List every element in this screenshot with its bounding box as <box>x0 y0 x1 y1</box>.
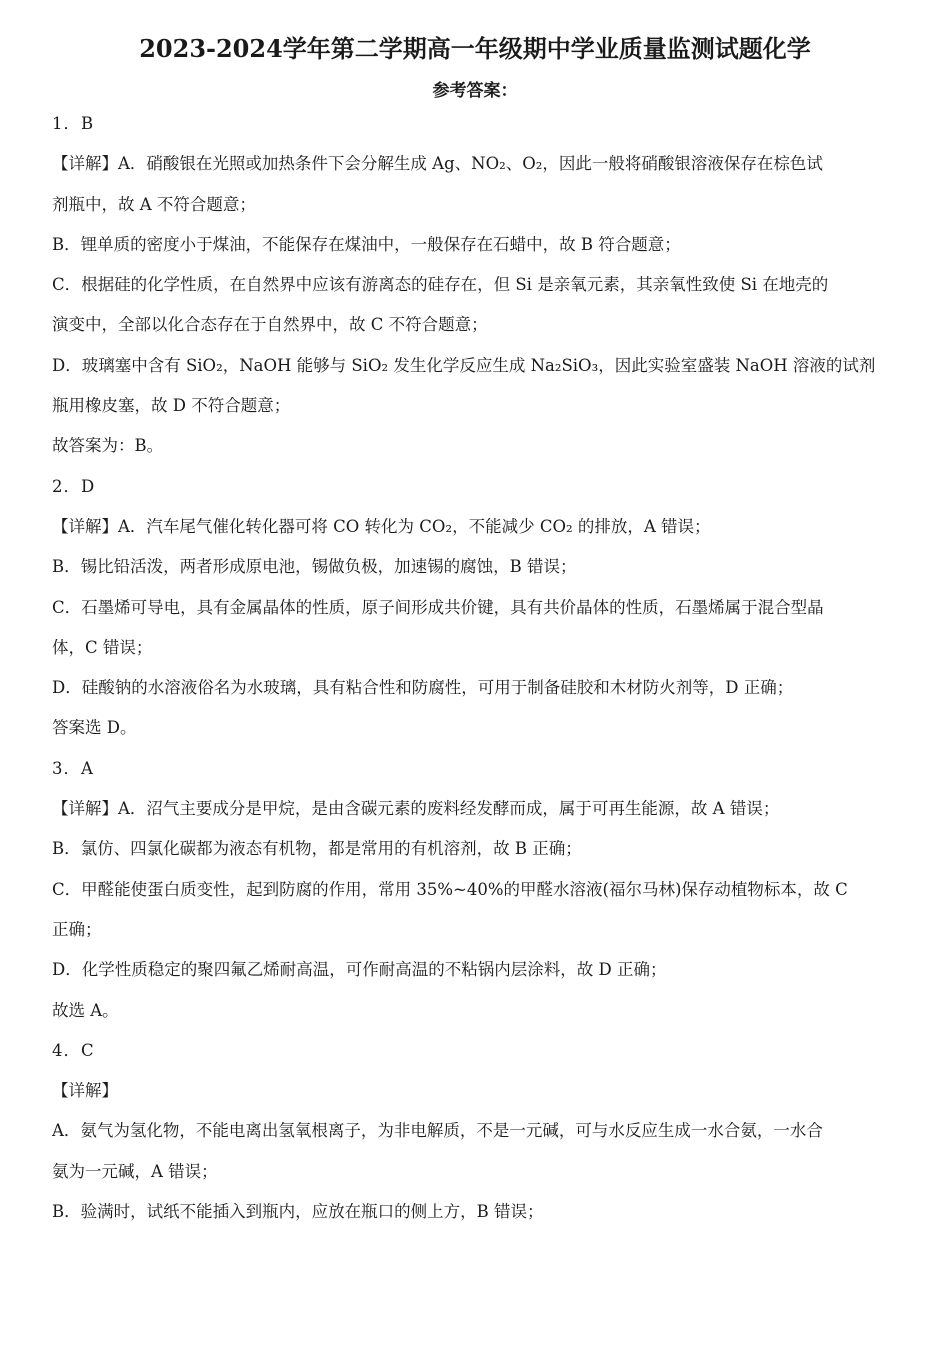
text-line: 演变中，全部以化合态存在于自然界中，故 C 不符合题意； <box>52 315 488 335</box>
text-line: D．化学性质稳定的聚四氟乙烯耐高温，可作耐高温的不粘锅内层涂料，故 D 正确； <box>52 960 667 980</box>
question-number: 4．C <box>52 1040 95 1060</box>
text-line: 正确； <box>52 919 102 939</box>
answer-key-heading: 参考答案： <box>432 81 518 101</box>
text-line: B．锂单质的密度小于煤油，不能保存在煤油中，一般保存在石蜡中，故 B 符合题意； <box>52 234 681 254</box>
text-line: 答案选 D。 <box>52 718 137 738</box>
text-line: 氨为一元碱，A 错误； <box>52 1161 218 1181</box>
text-line: B．验满时，试纸不能插入到瓶内，应放在瓶口的侧上方，B 错误； <box>52 1202 544 1222</box>
text-line: D．玻璃塞中含有 SiO₂，NaOH 能够与 SiO₂ 发生化学反应生成 Na₂SiO₃，因此实验室盛装 NaOH 溶液的试剂 <box>52 355 876 375</box>
question-number: 3．A <box>52 758 94 778</box>
text-line: 故答案为：B。 <box>52 436 164 456</box>
text-line: A．氨气为氢化物，不能电离出氢氧根离子，为非电解质，不是一元碱，可与水反应生成一水合氨，一水合 <box>52 1121 823 1141</box>
text-line: 【详解】A．硝酸银在光照或加热条件下会分解生成 Ag、NO₂、O₂，因此一般将硝酸银溶液保存在棕色试 <box>52 154 823 174</box>
document-body <box>52 110 898 1238</box>
text-line: 【详解】 <box>52 1081 118 1101</box>
text-line: 故选 A。 <box>52 1000 119 1020</box>
text-line: 【详解】A．沼气主要成分是甲烷，是由含碳元素的废料经发酵而成，属于可再生能源，故 A 错误； <box>52 799 780 819</box>
text-line: D．硅酸钠的水溶液俗名为水玻璃，具有粘合性和防腐性，可用于制备硅胶和木材防火剂等，D 正确； <box>52 678 794 698</box>
text-line: C．根据硅的化学性质，在自然界中应该有游离态的硅存在，但 Si 是亲氧元素，其亲氧性致使 Si 在地壳的 <box>52 275 829 295</box>
text-line: 剂瓶中，故 A 不符合题意； <box>52 194 256 214</box>
text-line: B．锡比铅活泼，两者形成原电池，锡做负极，加速锡的腐蚀，B 错误； <box>52 557 577 577</box>
question-number: 2．D <box>52 476 96 496</box>
question-number: 1．B <box>52 114 95 133</box>
text-line: B．氯仿、四氯化碳都为液态有机物，都是常用的有机溶剂，故 B 正确； <box>52 839 582 859</box>
document-title: 2023-2024学年第二学期高一年级期中学业质量监测试题化学 <box>139 34 811 63</box>
text-line: 瓶用橡皮塞，故 D 不符合题意； <box>52 396 291 416</box>
text-line: C．石墨烯可导电，具有金属晶体的性质，原子间形成共价键，具有共价晶体的性质，石墨烯属于混合型晶 <box>52 597 824 617</box>
text-line: 体，C 错误； <box>52 637 153 657</box>
text-line: 【详解】A．汽车尾气催化转化器可将 CO 转化为 CO₂，不能减少 CO₂ 的排放，A 错误； <box>52 516 711 536</box>
text-line: C．甲醛能使蛋白质变性，起到防腐的作用，常用 35%~40%的甲醛水溶液(福尔马林)保存动植物标本，故 C <box>52 879 848 899</box>
